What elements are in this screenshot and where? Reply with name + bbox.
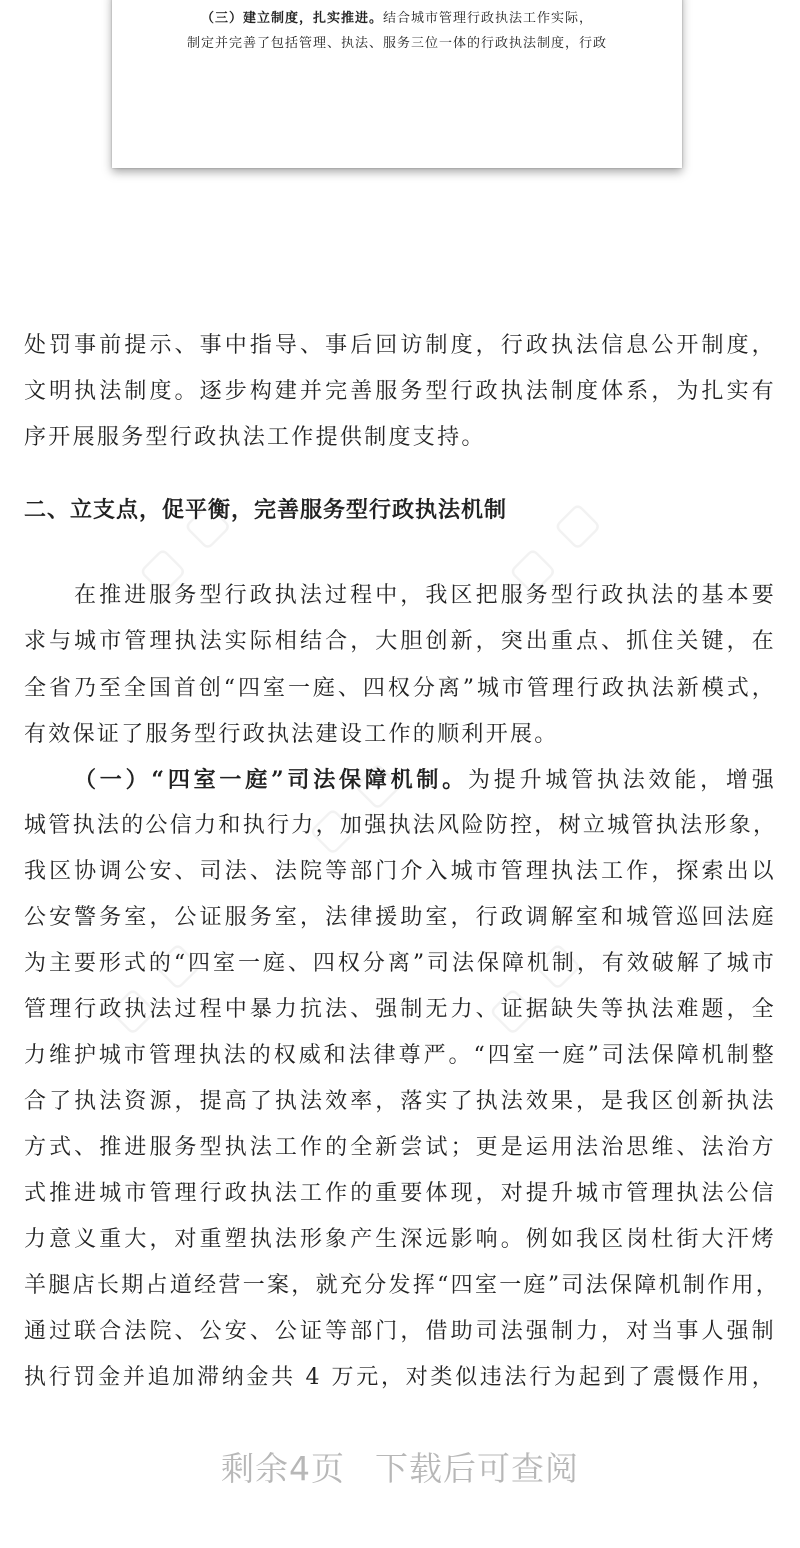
body-text-line: 处罚事前提示、事中指导、事后回访制度，行政执法信息公开制度， (24, 333, 776, 358)
body-text-line: 序开展服务型行政执法工作提供制度支持。 (24, 425, 486, 450)
body-text-line: 公安警务室，公证服务室，法律援助室，行政调解室和城管巡回法庭 (24, 905, 776, 930)
body-text-line: 方式、推进服务型执法工作的全新尝试；更是运用法治思维、法治方 (24, 1135, 776, 1160)
body-text-line: 执行罚金并追加滞纳金共 4 万元，对类似违法行为起到了震慑作用， (24, 1365, 776, 1390)
body-text-line: 我区协调公安、司法、法院等部门介入城市管理执法工作，探索出以 (24, 859, 776, 884)
subsection-heading: （一）“四室一庭”司法保障机制。 (74, 767, 468, 793)
preview-subheading: （三）建立制度，扎实推进。 (200, 11, 383, 26)
watermark-icon: ▢ ▢ (97, 928, 212, 1043)
remaining-pages-count[interactable]: 剩余4页 (221, 1449, 345, 1488)
body-text-run: 为提升城管执法效能，增强 (467, 768, 776, 793)
body-text-line: 在推进服务型行政执法过程中，我区把服务型行政执法的基本要 (74, 583, 776, 608)
watermark-icon: ▢ ▢ (297, 748, 412, 863)
body-text-line: 求与城市管理执法实际相结合，大胆创新，突出重点、抓住关键，在 (24, 629, 776, 654)
body-text-line: 管理行政执法过程中暴力抗法、强制无力、证据缺失等执法难题，全 (24, 997, 776, 1022)
watermark-icon: ▢ ▢ (477, 928, 592, 1043)
body-text-line: 力意义重大，对重塑执法形象产生深远影响。例如我区岗杜街大汗烤 (24, 1227, 776, 1252)
body-text-line: 合了执法资源，提高了执法效率，落实了执法效果，是我区创新执法 (24, 1089, 776, 1114)
watermark-icon: ▢ ▢ (497, 488, 612, 603)
body-text-line: 文明执法制度。逐步构建并完善服务型行政执法制度体系，为扎实有 (24, 379, 776, 404)
body-text-line: 通过联合法院、公安、公证等部门，借助司法强制力，对当事人强制 (24, 1319, 776, 1344)
body-text-line: 有效保证了服务型行政执法建设工作的顺利开展。 (24, 722, 559, 747)
preview-line-2: 制定并完善了包括管理、执法、服务三位一体的行政执法制度，行政 (186, 36, 607, 51)
body-text-line: 城管执法的公信力和执行力，加强执法风险防控，树立城管执法形象， (24, 813, 778, 838)
watermark-icon: ▢ ▢ (127, 488, 242, 603)
remaining-pages-banner[interactable] (0, 1443, 800, 1490)
body-text-line: 式推进城市管理行政执法工作的重要体现，对提升城市管理执法公信 (24, 1181, 776, 1206)
body-text-line: 为主要形式的“四室一庭、四权分离”司法保障机制，有效破解了城市 (24, 951, 776, 976)
body-text-line: 全省乃至全国首创“四室一庭、四权分离”城市管理行政执法新模式， (24, 676, 776, 701)
preview-line-1 (112, 7, 682, 26)
preview-line-1-text: 结合城市管理行政执法工作实际， (383, 11, 594, 26)
section-heading: 二、立支点，促平衡，完善服务型行政执法机制 (24, 498, 508, 523)
body-text-line: 羊腿店长期占道经营一案，就充分发挥“四室一庭”司法保障机制作用， (24, 1273, 781, 1298)
subsection-first-line (74, 765, 776, 796)
page-preview-card (112, 0, 682, 168)
download-hint[interactable]: 下载后可查阅 (375, 1449, 579, 1488)
body-text-line: 力维护城市管理执法的权威和法律尊严。“四室一庭”司法保障机制整 (24, 1043, 776, 1068)
